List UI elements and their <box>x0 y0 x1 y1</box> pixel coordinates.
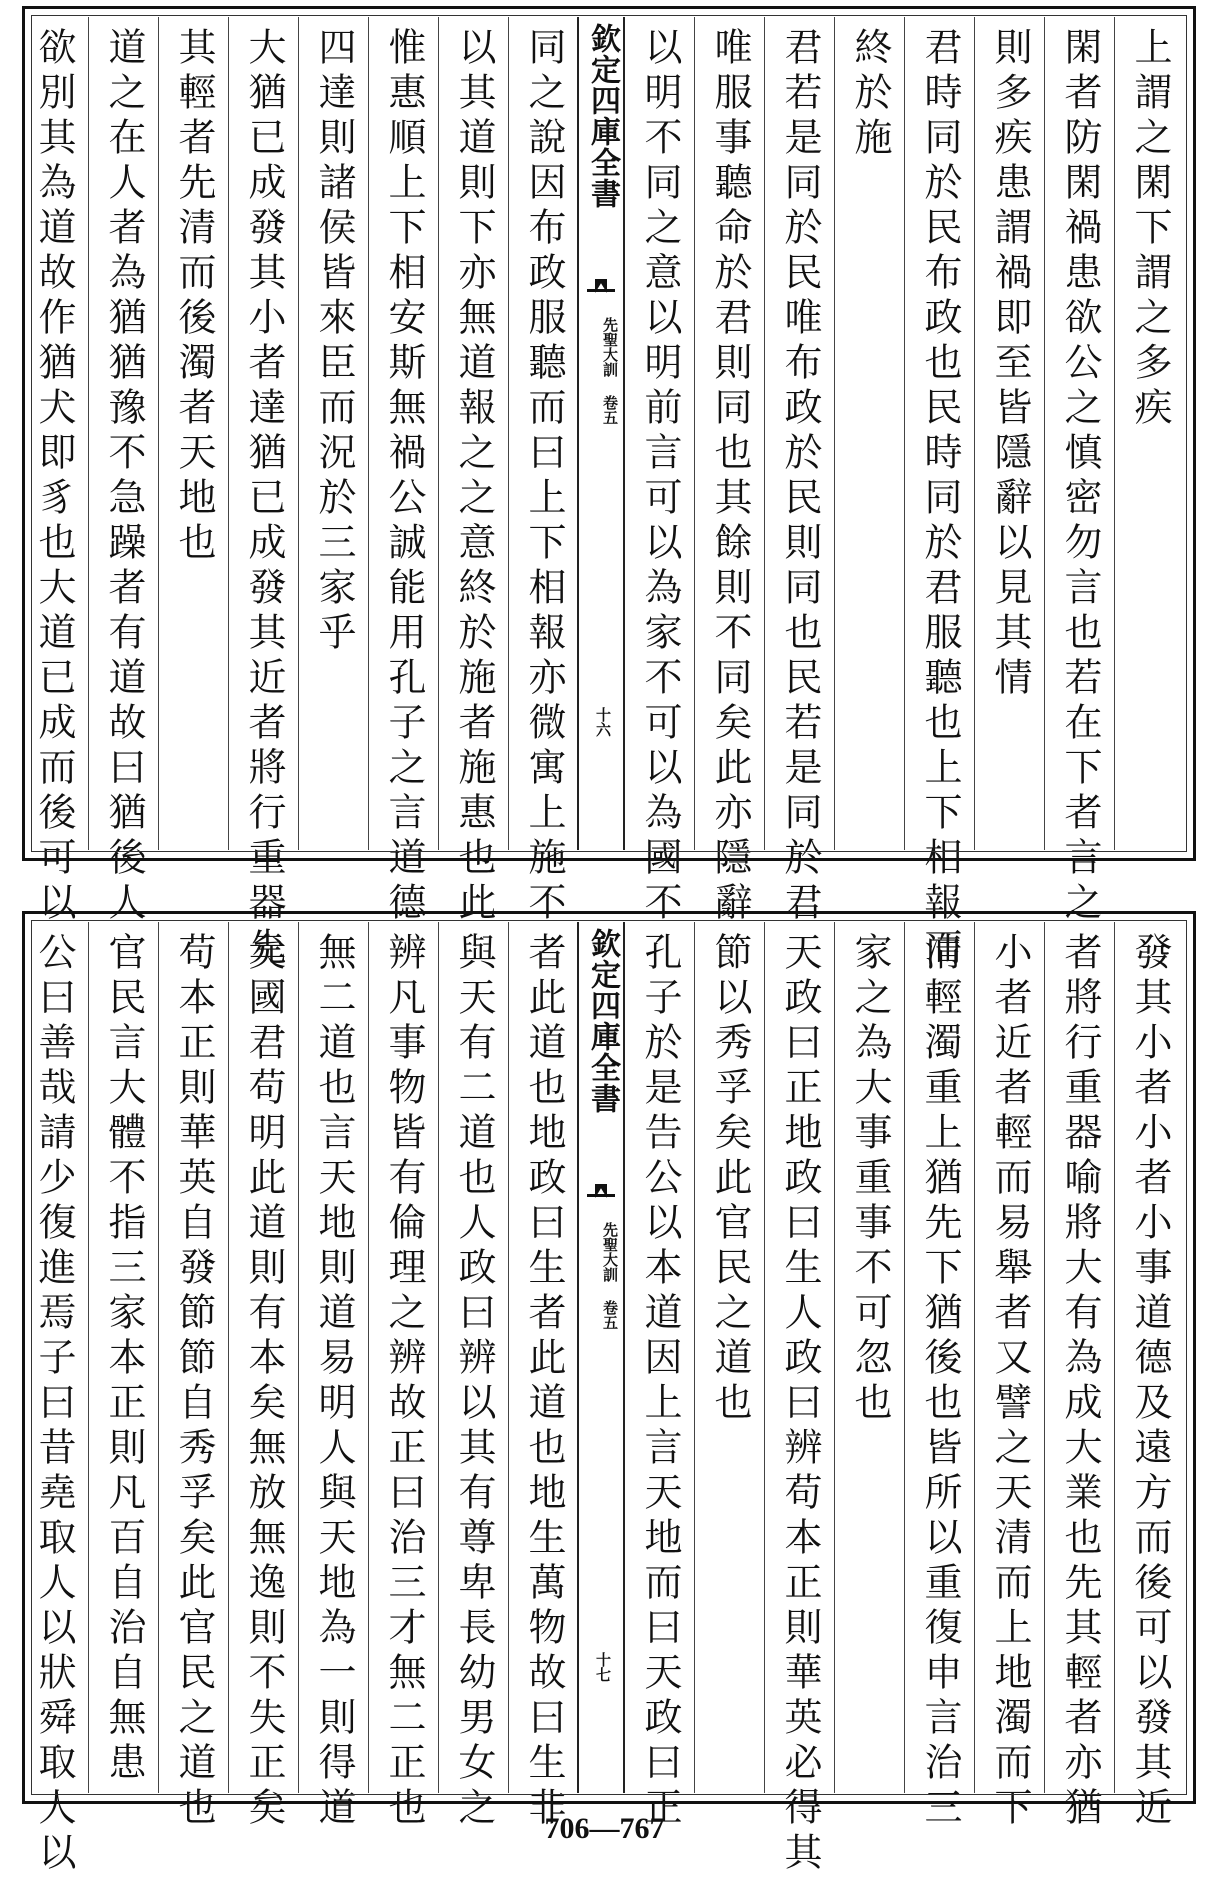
text-column: 同之說因布政服聽而曰上下相報亦微寓上施不 <box>522 27 566 927</box>
text-column: 家之為大事重事不可忽也 <box>848 932 892 1427</box>
volume-label: 先聖大訓 卷五 <box>601 1222 619 1330</box>
fishtail-ornament <box>587 1172 615 1197</box>
text-column: 矣國君苟明此道則有本矣無放無逸則不失正矣 <box>242 932 286 1832</box>
text-column: 大猶已成發其小者達猶已成發其近者將行重器先 <box>242 27 286 972</box>
center-fold <box>577 922 625 1793</box>
text-column: 公曰善哉請少復進焉子曰昔堯取人以狀舜取人以 <box>32 932 76 1877</box>
text-column: 其輕者先清而後濁者天地也 <box>172 27 216 567</box>
text-column: 官民言大體不指三家本正則凡百自治自無患 <box>102 932 146 1787</box>
text-column: 閑者防閑禍患欲公之慎密勿言也若在下者言之 <box>1058 27 1102 927</box>
center-fold <box>577 17 625 850</box>
text-column: 天政曰正地政曰生人政曰辨苟本正則華英必得其 <box>778 932 822 1877</box>
text-column: 君若是同於民唯布政於民則同也民若是同於君 <box>778 27 822 927</box>
page-number: 十六 <box>594 707 612 737</box>
text-column: 唯服事聽命於君則同也其餘則不同矣此亦隱辭 <box>708 27 752 927</box>
text-column: 發其小者小者小事道德及遠方而後可以發其近 <box>1128 932 1172 1832</box>
text-column: 君時同於民布政也民時同於君服聽也上下相報而 <box>918 27 962 972</box>
text-column: 者將行重器喻將大有為成大業也先其輕者亦猶 <box>1058 932 1102 1832</box>
text-column: 孔子於是告公以本道因上言天地而曰天政曰正 <box>638 932 682 1832</box>
text-column: 以明不同之意以明前言可以為家不可以為國不 <box>638 27 682 927</box>
text-column: 無二道也言天地則道易明人與天地為一則得道 <box>312 932 356 1832</box>
text-column: 惟惠順上下相安斯無禍公誠能用孔子之言道德 <box>382 27 426 927</box>
text-column: 四達則諸侯皆來臣而況於三家乎 <box>312 27 356 657</box>
text-column: 則多疾患謂禍即至皆隱辭以見其情 <box>988 27 1032 702</box>
text-column: 與天有二道也人政曰辨以其有尊卑長幼男女之 <box>452 932 496 1832</box>
page-inner <box>32 17 1185 972</box>
text-column: 辨凡事物皆有倫理之辨故正曰治三才無二正也 <box>382 932 426 1832</box>
text-column: 終於施 <box>848 27 892 162</box>
text-column: 者此道也地政曰生者此道也地生萬物故曰生非 <box>522 932 566 1832</box>
fishtail-ornament <box>587 267 615 292</box>
text-column: 苟本正則華英自發節節自秀孚矣此官民之道也 <box>172 932 216 1832</box>
book-title: 欽定四庫全書 <box>585 928 620 1114</box>
scan-page-code: 706—767 <box>544 1812 665 1845</box>
text-column: 欲別其為道故作猶犬即豸也大道已成而後可以 <box>32 27 76 927</box>
volume-label: 先聖大訓 卷五 <box>601 317 619 425</box>
page-number: 十七 <box>594 1652 612 1682</box>
text-column: 清輕濁重上猶先下猶後也皆所以重復申言治三 <box>918 932 962 1832</box>
text-column: 道之在人者為猶猶豫不急躁者有道故曰猶後人 <box>102 27 146 927</box>
text-column: 節以秀孚矣此官民之道也 <box>708 932 752 1427</box>
page-panel-top <box>22 6 1196 972</box>
text-column: 以其道則下亦無道報之之意終於施者施惠也此 <box>452 27 496 927</box>
text-column: 上謂之閑下謂之多疾 <box>1128 27 1172 432</box>
text-column: 小者近者輕而易舉者又譬之天清而上地濁而下 <box>988 932 1032 1832</box>
book-title: 欽定四庫全書 <box>585 23 620 209</box>
